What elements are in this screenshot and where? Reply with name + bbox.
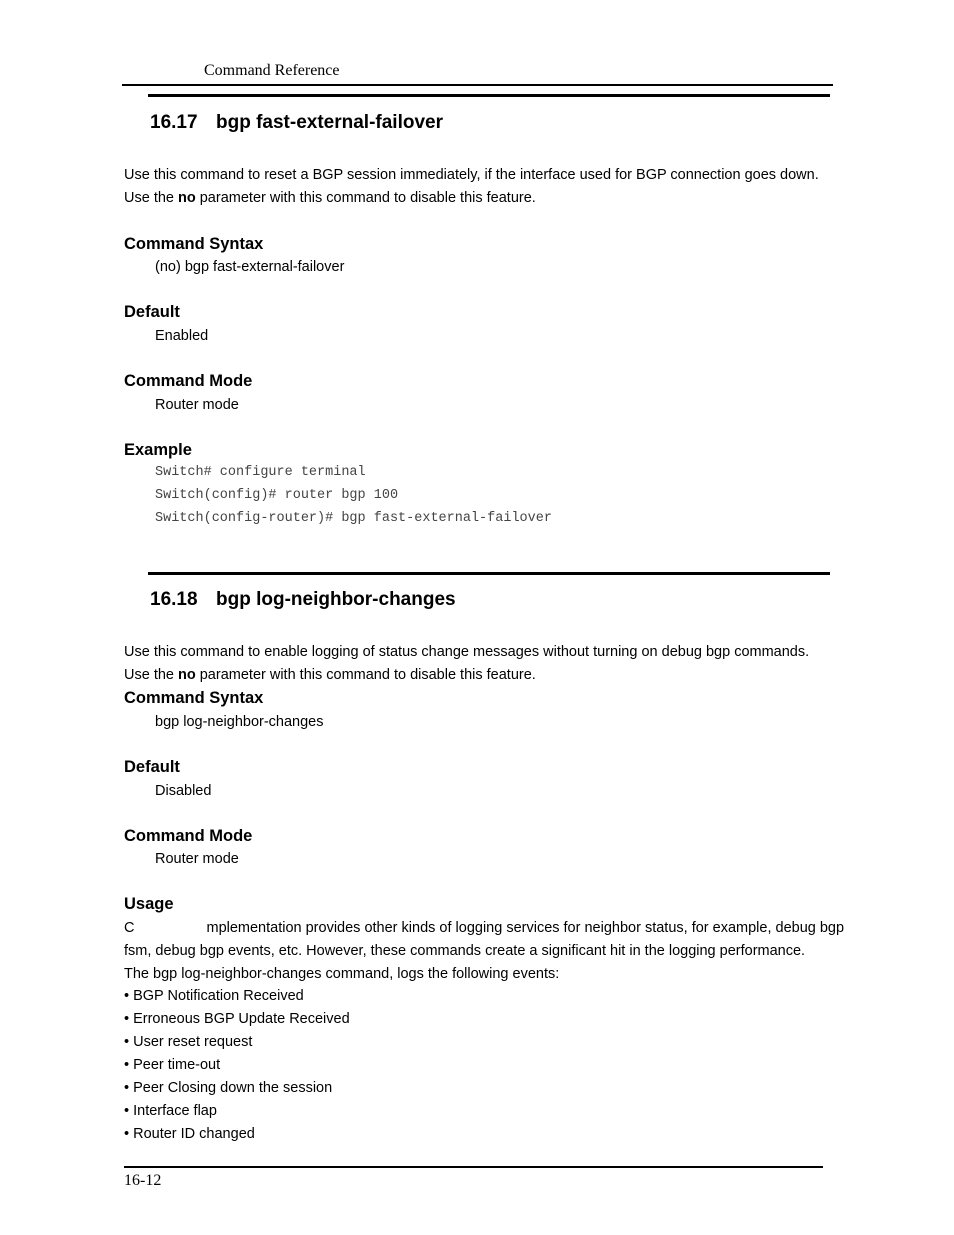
list-item: • Interface flap xyxy=(124,1103,217,1119)
section-description xyxy=(124,164,854,210)
list-item: • BGP Notification Received xyxy=(124,988,304,1004)
section-title xyxy=(150,112,443,134)
syntax-text: (no) bgp fast-external-failover xyxy=(155,259,345,275)
mode-text: Router mode xyxy=(155,851,239,867)
example-heading: Example xyxy=(124,441,192,459)
code-line: Switch# configure terminal xyxy=(155,465,366,480)
list-item: • User reset request xyxy=(124,1034,253,1050)
mode-heading: Command Mode xyxy=(124,827,253,845)
mode-text: Router mode xyxy=(155,397,239,413)
description-line: Use this command to enable logging of status change messages without turning on debug bgp commands. xyxy=(124,644,810,660)
example-code xyxy=(155,461,552,530)
syntax-text: bgp log-neighbor-changes xyxy=(155,714,324,730)
bold-keyword: no xyxy=(178,667,196,683)
bold-keyword: no xyxy=(178,190,196,206)
usage-line: The bgp log-neighbor-changes command, logs the following events: xyxy=(124,966,560,982)
syntax-heading: Command Syntax xyxy=(124,689,264,707)
section-divider xyxy=(148,94,830,97)
code-line: Switch(config-router)# bgp fast-external-failover xyxy=(155,511,552,526)
section-name: bgp log-neighbor-changes xyxy=(216,589,456,610)
section-title xyxy=(150,589,456,611)
syntax-heading: Command Syntax xyxy=(124,235,264,253)
running-header: Command Reference xyxy=(204,62,340,79)
mode-heading: Command Mode xyxy=(124,372,253,390)
event-list xyxy=(124,985,350,1146)
list-item: • Peer time-out xyxy=(124,1057,221,1073)
description-line: Use the no parameter with this command to disable this feature. xyxy=(124,190,536,206)
description-line: Use this command to reset a BGP session immediately, if the interface used for BGP connection goes down. xyxy=(124,167,819,183)
section-number: 16.17 xyxy=(150,112,198,133)
list-item: • Peer Closing down the session xyxy=(124,1080,333,1096)
page-number: 16-12 xyxy=(124,1172,162,1189)
footer-rule xyxy=(124,1166,823,1168)
section-name: bgp fast-external-failover xyxy=(216,112,443,133)
list-item: • Router ID changed xyxy=(124,1126,255,1142)
default-text: Enabled xyxy=(155,328,209,344)
description-line: Use the no parameter with this command to disable this feature. xyxy=(124,667,536,683)
usage-line: C mplementation provides other kinds of logging services for neighbor status, for example, debug bgp xyxy=(124,920,845,936)
usage-text xyxy=(124,917,854,986)
default-text: Disabled xyxy=(155,783,212,799)
default-heading: Default xyxy=(124,303,180,321)
section-number: 16.18 xyxy=(150,589,198,610)
header-rule xyxy=(122,84,833,86)
usage-heading: Usage xyxy=(124,895,174,913)
default-heading: Default xyxy=(124,758,180,776)
section-divider xyxy=(148,572,830,575)
code-line: Switch(config)# router bgp 100 xyxy=(155,488,399,503)
list-item: • Erroneous BGP Update Received xyxy=(124,1011,350,1027)
usage-line: fsm, debug bgp events, etc. However, these commands create a significant hit in the logging performance. xyxy=(124,943,806,959)
section-description xyxy=(124,641,854,687)
